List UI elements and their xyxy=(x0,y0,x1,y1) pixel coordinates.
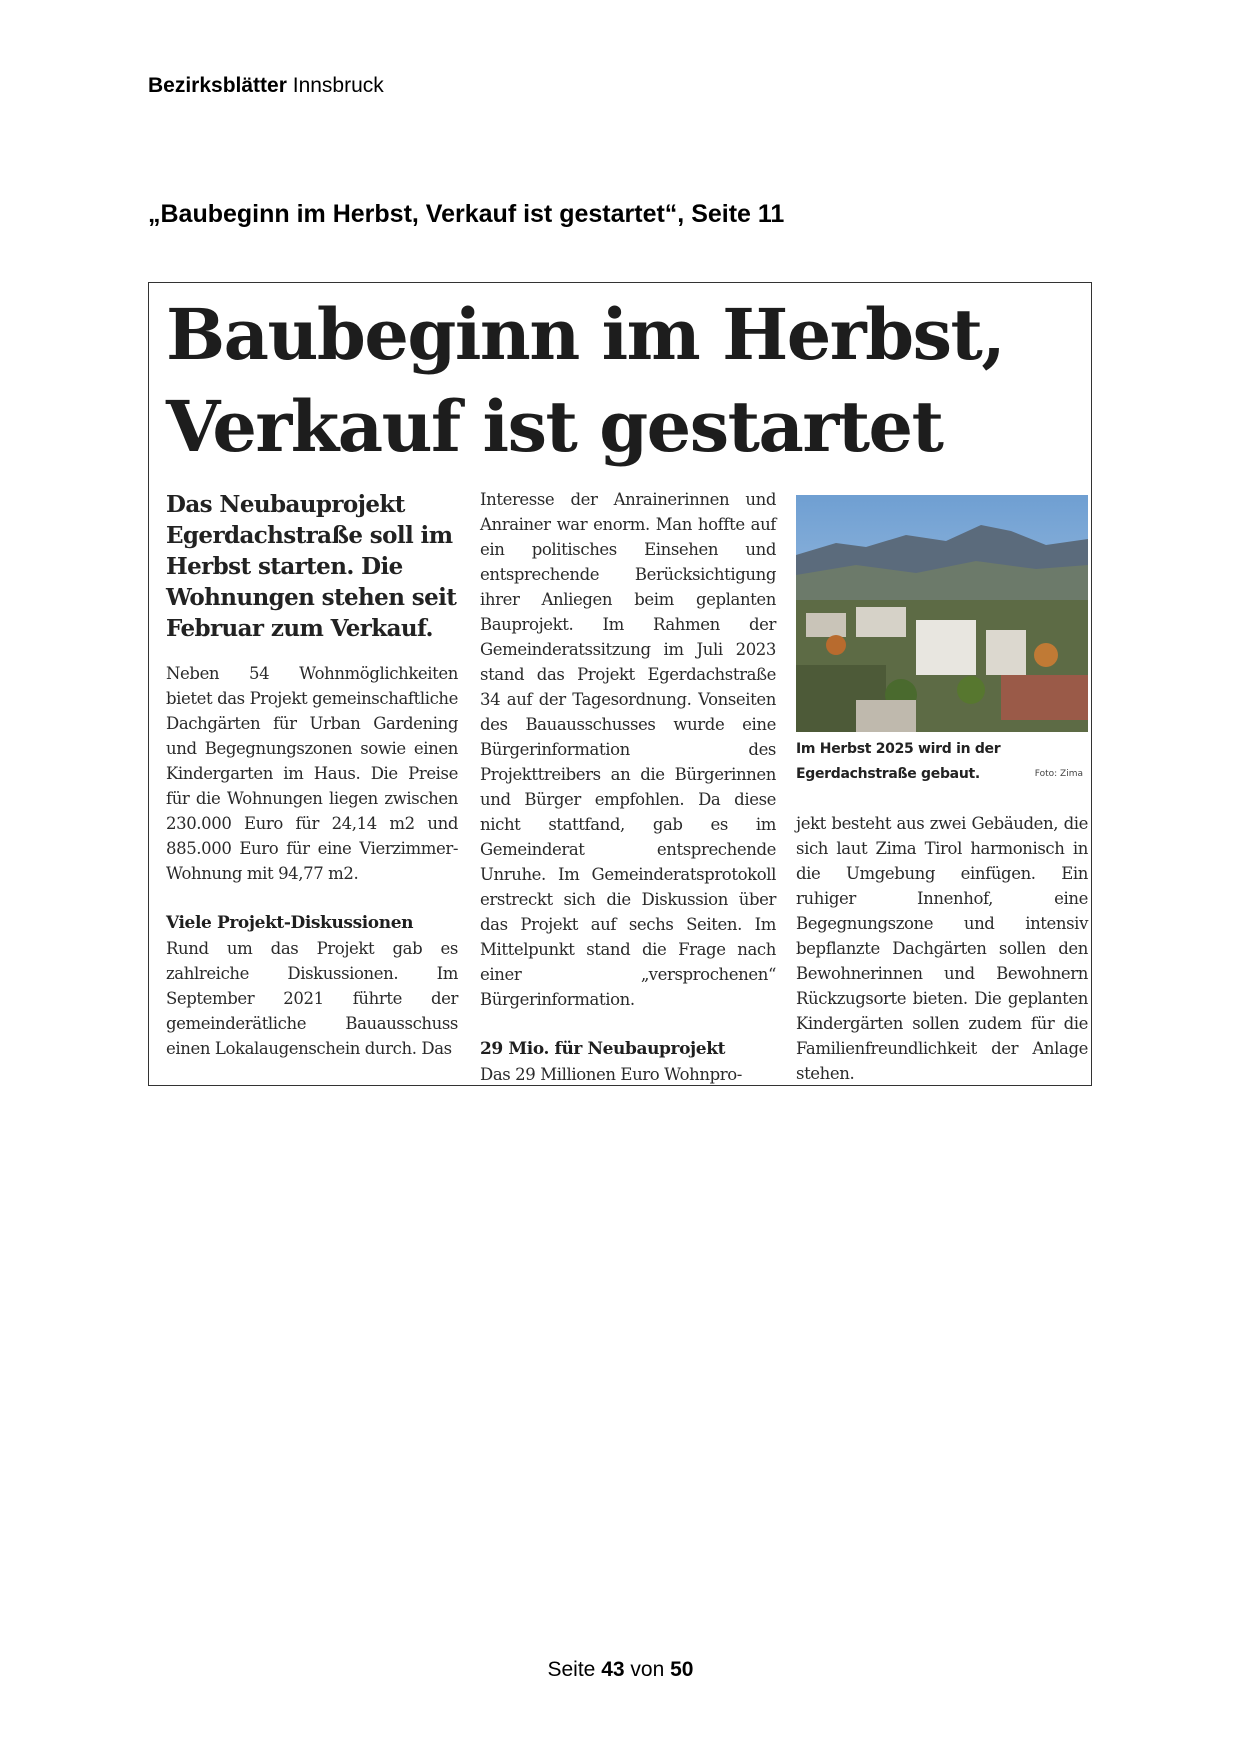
paragraph-3-part-1: Das 29 Millionen Euro Wohnpro- xyxy=(480,1065,742,1084)
footer-total-pages: 50 xyxy=(670,1658,694,1681)
footer-prefix: Seite xyxy=(547,1658,596,1681)
page-footer xyxy=(0,1658,1241,1682)
photo-credit: Foto: Zima xyxy=(1034,769,1083,779)
headline-line-2: Verkauf ist gestartet xyxy=(166,385,943,468)
article-column-3 xyxy=(796,811,1088,1086)
construction-rendering-photo xyxy=(796,495,1088,732)
paragraph-3-part-2: jekt besteht aus zwei Gebäuden, die sich laut Zima Tirol harmonisch in die Umgebung einfügen. Ein ruhiger Innenhof, eine Begegnungszone und intensiv bepflanzte Dachgärten sollen den Bewohnerinnen und Bewohnern Rückzugsorte bieten. Die geplanten Kindergärten sollen zudem für die Familienfreundlichkeit der Anlage stehen. xyxy=(796,814,1088,1083)
header-brand: Bezirksblätter xyxy=(148,74,287,97)
headline-line-1: Baubeginn im Herbst, xyxy=(166,293,1005,376)
header-place: Innsbruck xyxy=(292,74,384,97)
paragraph-2-part-1: Rund um das Projekt gab es zahlreiche Diskussionen. Im September 2021 führte der gemeinderätliche Bauausschuss einen Lokalaugenschein durch. Das xyxy=(166,939,458,1058)
subhead-funding: 29 Mio. für Neubauprojekt xyxy=(480,1039,726,1059)
document-title: „Baubeginn im Herbst, Verkauf ist gestartet“, Seite 11 xyxy=(148,200,785,228)
paragraph-1: Neben 54 Wohnmöglichkeiten bietet das Projekt gemeinschaftliche Dachgärten für Urban Gardening und Begegnungszonen sowie einen Kindergarten im Haus. Die Preise für die Wohnungen liegen zwischen 230.000 Euro für 24,14 m2 und 885.000 Euro für eine Vierzimmer-Wohnung mit 94,77 m2. xyxy=(166,664,459,883)
photo-caption: Im Herbst 2025 wird in der Egerdachstraße gebaut. xyxy=(796,741,1001,782)
newspaper-clipping xyxy=(148,282,1092,1086)
document-header xyxy=(148,74,384,98)
article-lede: Das Neubauprojekt Egerdachstraße soll im Herbst starten. Die Wohnungen stehen seit Februar zum Verkauf. xyxy=(166,491,457,642)
footer-middle: von xyxy=(630,1658,665,1681)
paragraph-2-part-2: Interesse der Anrainerinnen und Anrainer war enorm. Man hoffte auf ein politisches Einsehen und entsprechende Berücksichtigung ihrer Anliegen beim geplanten Bauprojekt. Im Rahmen der Gemeinderatssitzung im Juli 2023 stand das Projekt Egerdachstraße 34 auf der Tagesordnung. Vonseiten des Bauausschusses wurde eine Bürgerinformation des Projekttreibers an die Bürgerinnen und Bürger empfohlen. Da diese nicht stattfand, gab es im Gemeinderat entsprechende Unruhe. Im Gemeinderatsprotokoll erstreckt sich die Diskussion über das Projekt auf sechs Seiten. Im Mittelpunkt stand die Frage nach einer „versprochenen“ Bürgerinformation. xyxy=(480,490,776,1009)
subhead-discussions: Viele Projekt-Diskussionen xyxy=(166,913,414,933)
footer-page-number: 43 xyxy=(601,1658,625,1681)
article-headline xyxy=(166,289,1086,473)
article-column-2 xyxy=(480,487,776,1086)
article-column-1 xyxy=(166,661,458,1061)
